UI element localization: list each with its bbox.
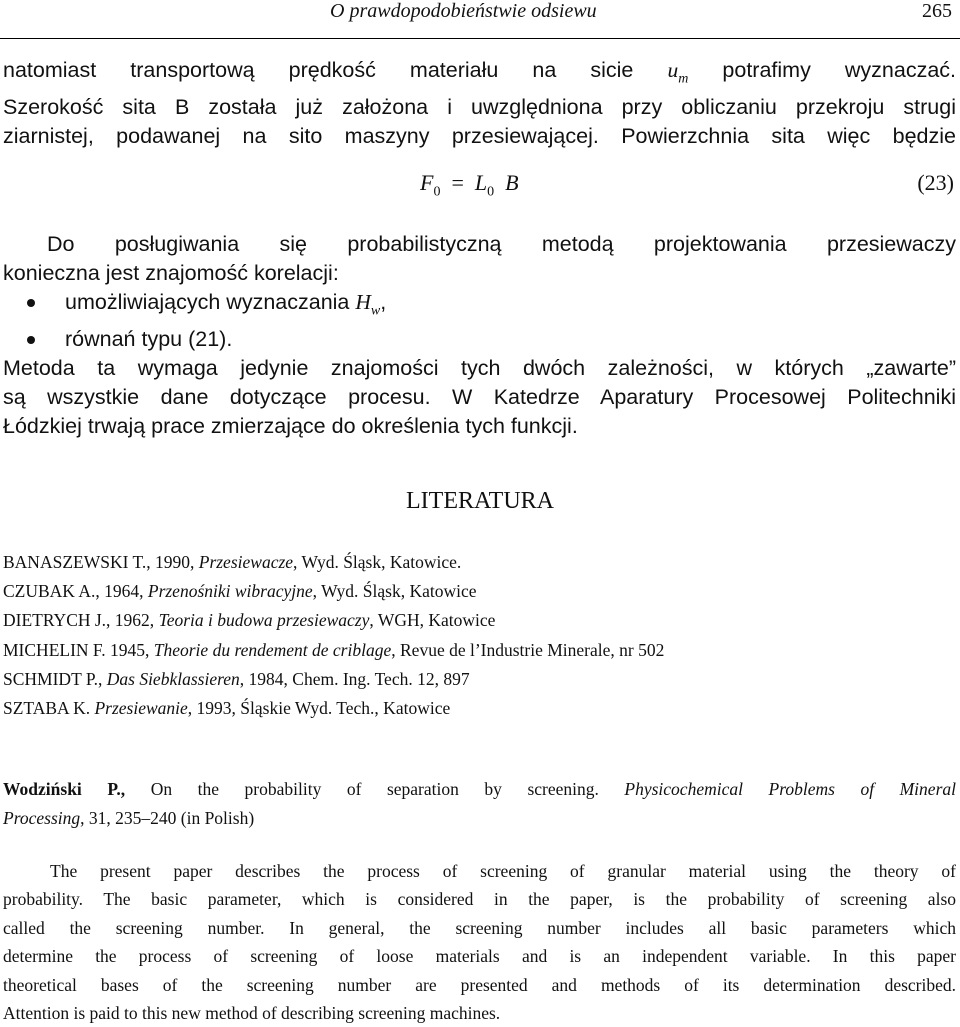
citation bbox=[3, 775, 956, 833]
paragraph-1-line-1: natomiast transportową prędkość materiału na sicie $u_m$ potrafimy wyznaczać. bbox=[3, 58, 957, 87]
running-title: O prawdopodobieństwie odsiewu bbox=[330, 0, 597, 22]
abstract-line: determine the process of screening of loose materials and is an independent variable. In this paper bbox=[3, 946, 956, 967]
citation-author: Wodziński P., bbox=[3, 779, 126, 799]
equation-23: $F_0 = L_0$ B bbox=[420, 170, 519, 200]
paragraph-2 bbox=[3, 230, 956, 441]
reference-item: CZUBAK A., 1964, Przenośniki wibracyjne, Wyd. Śląsk, Katowice bbox=[3, 581, 477, 602]
abstract-line: Attention is paid to this new method of describing screening machines. bbox=[3, 1003, 501, 1024]
citation-line-1: Wodziński P., On the probability of separation by screening. Physicochemical Problems of Mineral bbox=[3, 779, 956, 799]
symbol-u-sub: m bbox=[678, 71, 689, 87]
abstract-line: called the screening number. In general, the screening number includes all basic parameters which bbox=[3, 917, 956, 938]
bullet-item-1: umożliwiających wyznaczania $H_w$, bbox=[3, 288, 956, 325]
symbol-u: u bbox=[667, 58, 679, 82]
paragraph-2-line-2: konieczna jest znajomość korelacji: bbox=[3, 261, 339, 285]
reference-item: SCHMIDT P., Das Siebklassieren, 1984, Chem. Ing. Tech. 12, 897 bbox=[3, 668, 470, 689]
paragraph-2-line-3: Metoda ta wymaga jedynie znajomości tych dwóch zależności, w których „zawarte” bbox=[3, 356, 956, 381]
symbol-H: H bbox=[355, 290, 371, 314]
equation-number: (23) bbox=[917, 170, 954, 195]
paragraph-2-line-5: Łódzkiej trwają prace zmierzające do określenia tych funkcji. bbox=[3, 414, 578, 439]
reference-list bbox=[3, 548, 956, 723]
paragraph-1-line-2: Szerokość sita B została już założona i uwzględniona przy obliczaniu przekroju strugi bbox=[3, 95, 956, 120]
paragraph-2-line-1: Do posługiwania się probabilistyczną metodą projektowania przesiewaczy bbox=[47, 232, 956, 256]
abstract-line: probability. The basic parameter, which is considered in the paper, is the probability of screening also bbox=[3, 889, 956, 910]
reference-item: BANASZEWSKI T., 1990, Przesiewacze, Wyd. Śląsk, Katowice. bbox=[3, 552, 462, 572]
symbol-H-sub: w bbox=[370, 303, 381, 319]
abstract-line: theoretical bases of the screening number are presented and methods of its determination described. bbox=[3, 974, 956, 995]
abstract bbox=[3, 857, 956, 1027]
page-number: 265 bbox=[922, 0, 952, 22]
paragraph-1-line-3: ziarnistej, podawanej na sito maszyny przesiewającej. Powierzchnia sita więc będzie bbox=[3, 124, 956, 149]
reference-item: MICHELIN F. 1945, Theorie du rendement de criblage, Revue de l’Industrie Minerale, nr 502 bbox=[3, 639, 665, 660]
running-header bbox=[0, 0, 960, 39]
abstract-line: The present paper describes the process of screening of granular material using the theory of bbox=[50, 861, 956, 881]
citation-line-2: Processing, 31, 235–240 (in Polish) bbox=[3, 808, 255, 828]
reference-item: SZTABA K. Przesiewanie, 1993, Śląskie Wyd. Tech., Katowice bbox=[3, 698, 451, 719]
bullet-icon bbox=[27, 336, 35, 344]
bullet-item-2: równań typu (21). bbox=[3, 325, 956, 354]
bullet-icon bbox=[27, 299, 35, 307]
reference-item: DIETRYCH J., 1962, Teoria i budowa przesiewaczy, WGH, Katowice bbox=[3, 610, 496, 631]
paragraph-2-line-4: są wszystkie dane dotyczące procesu. W Katedrze Aparatury Procesowej Politechniki bbox=[3, 385, 956, 410]
literature-heading: LITERATURA bbox=[406, 488, 554, 514]
paragraph-1 bbox=[3, 56, 956, 151]
